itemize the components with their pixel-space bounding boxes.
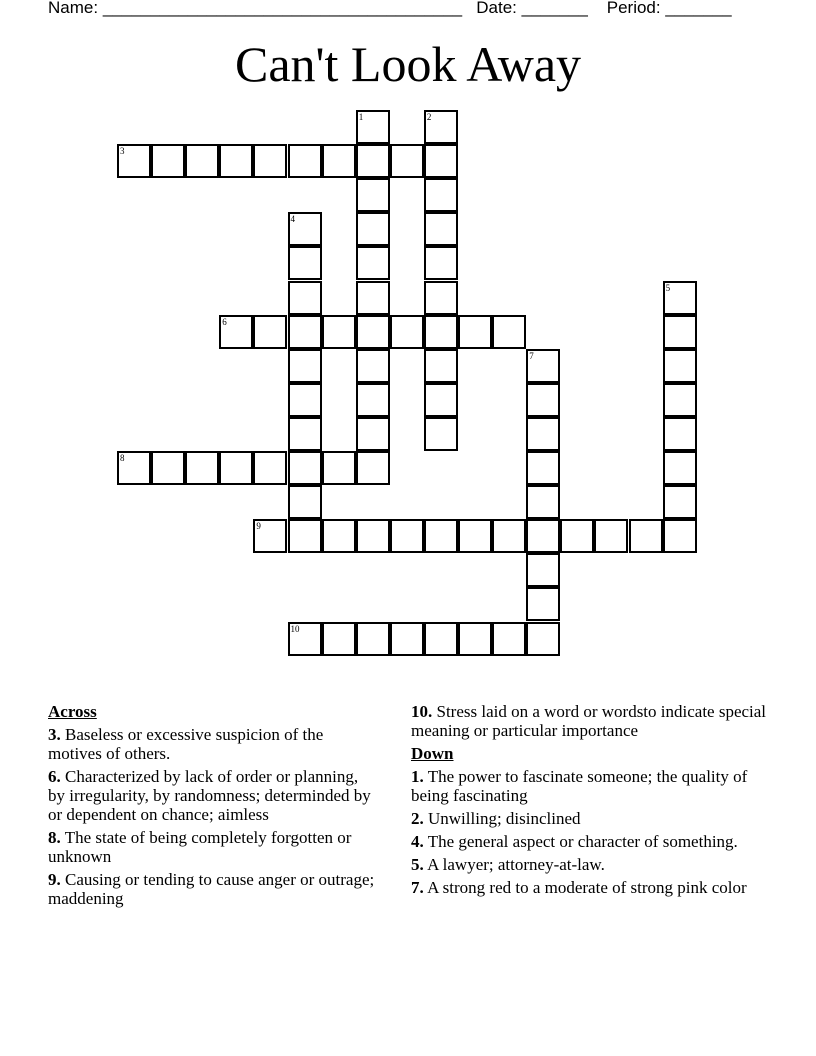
- across-heading: Across: [48, 702, 97, 721]
- grid-cell[interactable]: [288, 212, 322, 246]
- clue-down-7: [411, 878, 771, 897]
- period-label: Period:: [606, 0, 661, 17]
- clue-number: 9.: [48, 870, 61, 889]
- clue-number: 7.: [411, 878, 424, 897]
- grid-cell[interactable]: [151, 451, 185, 485]
- grid-cell[interactable]: [219, 144, 253, 178]
- grid-cell[interactable]: [390, 519, 424, 553]
- grid-cell[interactable]: [288, 485, 322, 519]
- clue-number: 8.: [48, 828, 61, 847]
- grid-cell[interactable]: [424, 144, 458, 178]
- grid-cell[interactable]: [288, 246, 322, 280]
- clue-text: The general aspect or character of something.: [427, 832, 738, 851]
- clue-down-5: [411, 855, 771, 874]
- grid-cell[interactable]: [253, 315, 287, 349]
- grid-cell[interactable]: [356, 281, 390, 315]
- grid-cell[interactable]: [424, 246, 458, 280]
- clue-number: 3.: [48, 725, 61, 744]
- grid-cell[interactable]: [253, 144, 287, 178]
- grid-cell[interactable]: [424, 519, 458, 553]
- grid-cell[interactable]: [356, 451, 390, 485]
- grid-cell[interactable]: [117, 451, 151, 485]
- clue-down-4: [411, 832, 771, 851]
- grid-cell[interactable]: [288, 417, 322, 451]
- grid-cell[interactable]: [219, 451, 253, 485]
- grid-cell[interactable]: [390, 144, 424, 178]
- clue-number: 10.: [411, 702, 433, 721]
- grid-cell[interactable]: [663, 451, 697, 485]
- grid-cell[interactable]: [322, 451, 356, 485]
- grid-cell[interactable]: [356, 178, 390, 212]
- grid-cell[interactable]: [253, 451, 287, 485]
- grid-cell[interactable]: [424, 212, 458, 246]
- clue-number: 1.: [411, 767, 424, 786]
- grid-cell[interactable]: [663, 417, 697, 451]
- grid-cell[interactable]: [526, 485, 560, 519]
- clues-column-left: [48, 702, 378, 912]
- grid-cell[interactable]: [424, 281, 458, 315]
- clue-across-6: [48, 767, 378, 824]
- student-info-line: [48, 0, 768, 18]
- clue-down-1: [411, 767, 771, 805]
- grid-cell[interactable]: [663, 315, 697, 349]
- grid-cell[interactable]: [458, 315, 492, 349]
- clue-text: The power to fascinate someone; the quality of being fascinating: [411, 767, 748, 805]
- grid-cell[interactable]: [356, 622, 390, 656]
- cell-number: 4: [290, 214, 295, 225]
- grid-cell[interactable]: [526, 519, 560, 553]
- grid-cell[interactable]: [526, 349, 560, 383]
- name-label: Name:: [48, 0, 99, 17]
- cell-number: 9: [256, 521, 261, 532]
- grid-cell[interactable]: [322, 144, 356, 178]
- grid-cell[interactable]: [356, 212, 390, 246]
- grid-cell[interactable]: [288, 281, 322, 315]
- grid-cell[interactable]: [219, 315, 253, 349]
- cell-number: 2: [426, 112, 432, 122]
- clue-text: The state of being completely forgotten or unknown: [48, 828, 352, 866]
- grid-cell[interactable]: [424, 178, 458, 212]
- page-title: Can't Look Away: [234, 36, 582, 92]
- grid-cell[interactable]: [663, 519, 697, 553]
- grid-cell[interactable]: [424, 622, 458, 656]
- clue-text: Causing or tending to cause anger or outrage; maddening: [48, 870, 375, 908]
- grid-cell[interactable]: [322, 622, 356, 656]
- grid-cell[interactable]: [288, 519, 322, 553]
- grid-cell[interactable]: [151, 144, 185, 178]
- clue-number: 5.: [411, 855, 424, 874]
- cell-number: 5: [665, 282, 671, 293]
- cell-number: 3: [120, 146, 125, 157]
- grid-cell[interactable]: [424, 110, 458, 144]
- grid-cell[interactable]: [526, 553, 560, 587]
- clue-number: 6.: [48, 767, 61, 786]
- grid-cell[interactable]: [356, 315, 390, 349]
- grid-cell[interactable]: [356, 383, 390, 417]
- grid-cell[interactable]: [356, 349, 390, 383]
- grid-cell[interactable]: [526, 587, 560, 621]
- cell-number: 1: [358, 112, 364, 122]
- grid-cell[interactable]: [356, 417, 390, 451]
- date-blank[interactable]: _______: [521, 0, 588, 17]
- grid-cell[interactable]: [356, 246, 390, 280]
- grid-cell[interactable]: [322, 315, 356, 349]
- grid-cell[interactable]: [185, 451, 219, 485]
- grid-cell[interactable]: [356, 110, 390, 144]
- grid-cell[interactable]: [663, 281, 697, 315]
- grid-cell[interactable]: [560, 519, 594, 553]
- clue-across-3: [48, 725, 378, 763]
- clue-across-10: [411, 702, 771, 740]
- grid-cell[interactable]: [288, 349, 322, 383]
- cell-number: 8: [120, 453, 125, 463]
- grid-cell[interactable]: [356, 144, 390, 178]
- grid-cell[interactable]: [492, 519, 526, 553]
- grid-cell[interactable]: [594, 519, 628, 553]
- clue-text: Baseless or excessive suspicion of the motives of others.: [48, 725, 324, 763]
- date-label: Date:: [476, 0, 517, 17]
- grid-cell[interactable]: [458, 622, 492, 656]
- grid-cell[interactable]: [322, 519, 356, 553]
- clue-text: A strong red to a moderate of strong pink color: [427, 878, 747, 897]
- grid-cell[interactable]: [356, 519, 390, 553]
- grid-cell[interactable]: [663, 383, 697, 417]
- clue-down-2: [411, 809, 771, 828]
- cell-number: 10: [290, 623, 300, 634]
- grid-cell[interactable]: [288, 622, 322, 656]
- grid-cell[interactable]: [288, 451, 322, 485]
- clue-across-8: [48, 828, 378, 866]
- cell-number: 7: [529, 350, 534, 361]
- grid-cell[interactable]: [424, 349, 458, 383]
- grid-cell[interactable]: [390, 622, 424, 656]
- grid-cell[interactable]: [288, 383, 322, 417]
- grid-cell[interactable]: [526, 622, 560, 656]
- grid-cell[interactable]: [663, 349, 697, 383]
- clue-number: 4.: [411, 832, 424, 851]
- grid-cell[interactable]: [288, 315, 322, 349]
- clue-text: Stress laid on a word or wordsto indicate special meaning or particular importance: [411, 702, 767, 740]
- grid-cell[interactable]: [492, 315, 526, 349]
- grid-cell[interactable]: [185, 144, 219, 178]
- grid-cell[interactable]: [288, 144, 322, 178]
- grid-cell[interactable]: [526, 417, 560, 451]
- grid-cell[interactable]: [629, 519, 663, 553]
- grid-cell[interactable]: [390, 315, 424, 349]
- grid-cell[interactable]: [663, 485, 697, 519]
- grid-cell[interactable]: [526, 383, 560, 417]
- grid-cell[interactable]: [492, 622, 526, 656]
- clue-text: Characterized by lack of order or planning, by irregularity, by randomness; determinded by or dependent on chance; aimless: [48, 767, 371, 824]
- clue-number: 2.: [411, 809, 424, 828]
- grid-cell[interactable]: [424, 417, 458, 451]
- grid-cell[interactable]: [526, 451, 560, 485]
- period-blank[interactable]: _______: [665, 0, 732, 17]
- grid-cell[interactable]: [424, 315, 458, 349]
- clue-across-9: [48, 870, 378, 908]
- grid-cell[interactable]: [117, 144, 151, 178]
- name-blank[interactable]: ______________________________________: [102, 0, 463, 17]
- down-heading: Down: [411, 744, 454, 763]
- clue-text: A lawyer; attorney-at-law.: [427, 855, 605, 874]
- clues-column-right: [411, 702, 771, 901]
- grid-cell[interactable]: [458, 519, 492, 553]
- grid-cell[interactable]: [253, 519, 287, 553]
- clue-text: Unwilling; disinclined: [428, 809, 581, 828]
- grid-cell[interactable]: [424, 383, 458, 417]
- cell-number: 6: [222, 316, 227, 327]
